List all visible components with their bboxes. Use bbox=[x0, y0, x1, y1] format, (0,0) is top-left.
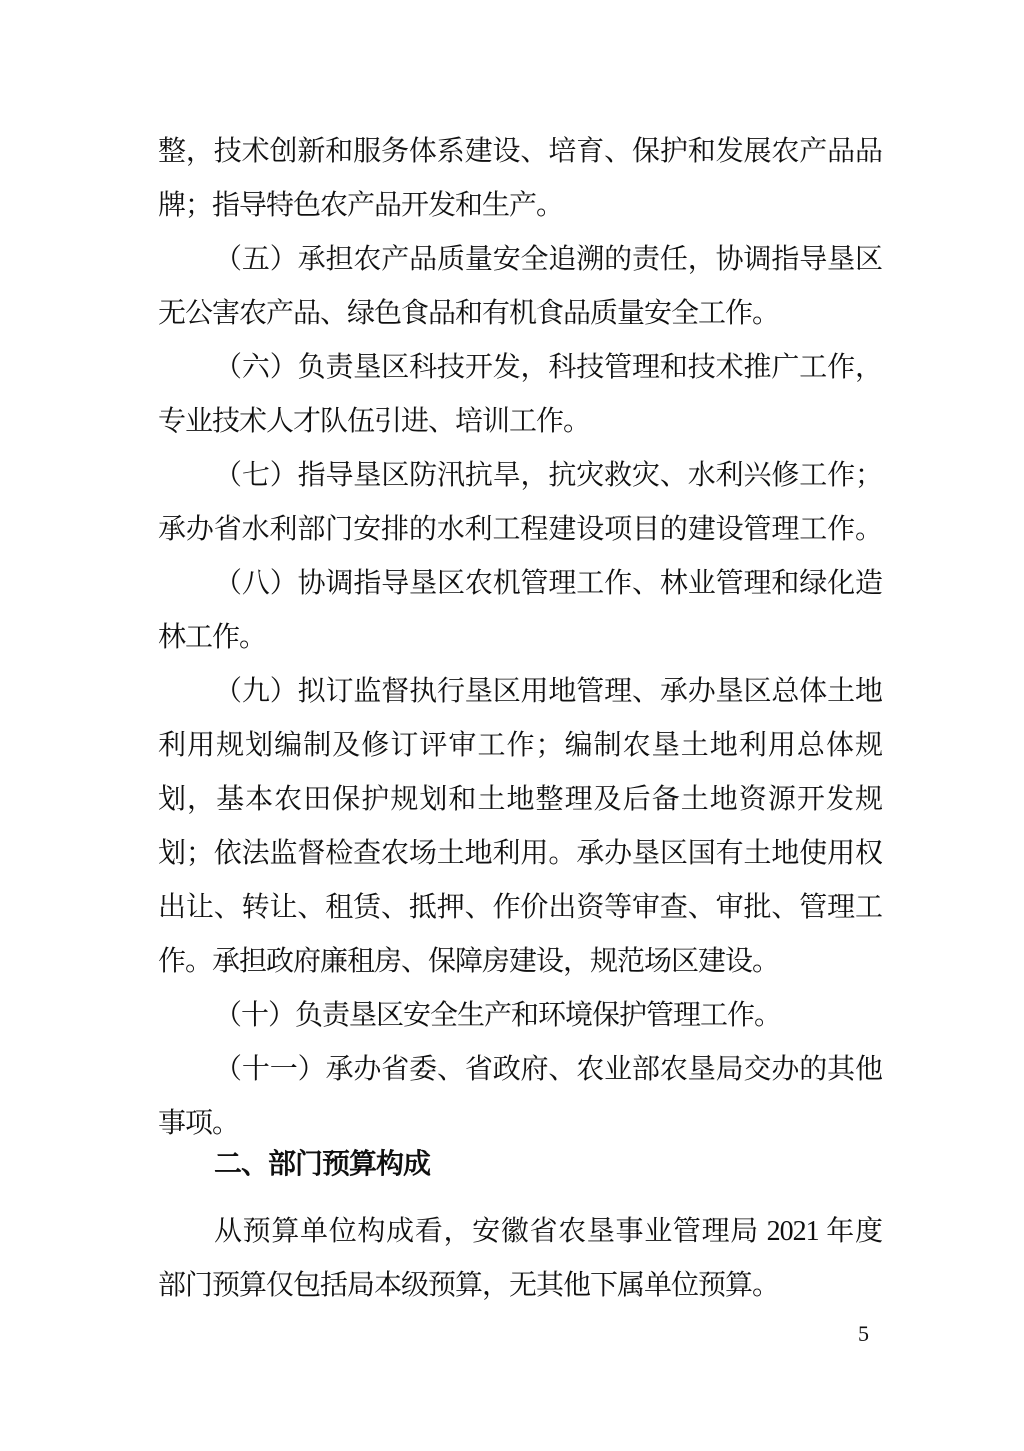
text-line: 事项。 bbox=[158, 1108, 240, 1139]
text-line: 无公害农产品、绿色食品和有机食品质量安全工作。 bbox=[158, 298, 780, 329]
text-line: 承办省水利部门安排的水利工程建设项目的建设管理工作。 bbox=[158, 514, 882, 545]
text-line: 林工作。 bbox=[158, 622, 267, 653]
page-number: 5 bbox=[858, 1321, 869, 1346]
text-line: 牌；指导特色农产品开发和生产。 bbox=[158, 190, 564, 221]
document-body bbox=[158, 125, 882, 1313]
text-line: 整，技术创新和服务体系建设、培育、保护和发展农产品品 bbox=[158, 136, 882, 167]
text-line: （十一）承办省委、省政府、农业部农垦局交办的其他 bbox=[214, 1054, 882, 1085]
text-line: 划；依法监督检查农场土地利用。承办垦区国有土地使用权 bbox=[158, 838, 882, 869]
text-line: （九）拟订监督执行垦区用地管理、承办垦区总体土地 bbox=[214, 676, 882, 707]
text-line: （五）承担农产品质量安全追溯的责任，协调指导垦区 bbox=[214, 244, 882, 275]
text-line: （八）协调指导垦区农机管理工作、林业管理和绿化造 bbox=[214, 568, 882, 599]
text-line: 利用规划编制及修订评审工作；编制农垦土地利用总体规 bbox=[158, 730, 882, 761]
text-line: 专业技术人才队伍引进、培训工作。 bbox=[158, 406, 591, 437]
text-line: （七）指导垦区防汛抗旱，抗灾救灾、水利兴修工作； bbox=[214, 460, 882, 491]
text-line: 出让、转让、租赁、抵押、作价出资等审查、审批、管理工 bbox=[158, 892, 882, 923]
text-line: 划，基本农田保护规划和土地整理及后备土地资源开发规 bbox=[158, 784, 882, 815]
section-heading: 二、部门预算构成 bbox=[214, 1148, 431, 1179]
text-line: 从预算单位构成看，安徽省农垦事业管理局 2021 年度 bbox=[214, 1216, 882, 1247]
text-line: （六）负责垦区科技开发，科技管理和技术推广工作， bbox=[214, 352, 882, 383]
text-line: 部门预算仅包括局本级预算，无其他下属单位预算。 bbox=[158, 1270, 780, 1301]
text-line: 作。承担政府廉租房、保障房建设，规范场区建设。 bbox=[158, 946, 780, 977]
text-line: （十）负责垦区安全生产和环境保护管理工作。 bbox=[214, 1000, 782, 1031]
